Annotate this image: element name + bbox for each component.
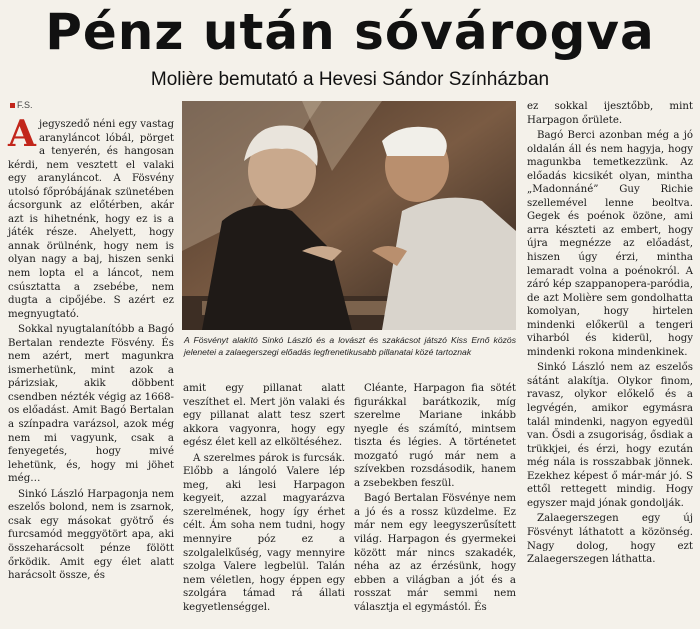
column-3 — [354, 382, 516, 616]
byline-text: F.S. — [17, 100, 33, 110]
photo-caption: A Fösvényt alakító Sinkó László és a lovászt és szakácsot játszó Kiss Ernő közös jelenetei a zalaegerszegi előadás legfrenetikusabb pillanatai közé tartoznak — [184, 335, 516, 357]
col4-paragraph-3: Sinkó László nem az eszelős sátánt alakítja. Olykor finom, ravasz, olykor előkelő és a legvégén, amikor egymásra talál mindenki, nagyon egyedül van. Ősdi a zsugoriság, ősdiak a trükkjei, és érzi, hogy ezután még nála is rosszabbak jönnek. Ezekhez képest ő már-már jó. S ettől rettegett mindig. Hogy egyszer majd jónak gondolják. — [527, 362, 693, 509]
col1-p1-text: jegyszedő néni egy vastag aranyláncot lóbál, pörget a tenyerén, és hangosan kérdi, nem vesztett el valaki egy aranyláncot. A Fösvény utolsó főpróbájának szünetében ácsorgunk az előtérben, akár azt is hihetnénk, hogy ez is a játék része. Ahelyett, hogy annak örülnénk, hogy nem is olyan nagy a baj, hiszen senki nem lopta el a láncot, nem csúsztatta a zsebébe, nem dugta a cipőjébe. S azért ez megnyugtató. — [8, 119, 174, 320]
col3-paragraph-1: Cléante, Harpagon fia sötét figurákkal barátkozik, míg szerelme Mariane inkább nyegle és számító, mintsem tiszta és légies. A történetet mozgató rugó már nem a szívekben rozsdásodik, hanem a zsebekben feszül. — [354, 383, 516, 489]
col1-paragraph-1 — [8, 113, 174, 321]
column-2 — [183, 382, 345, 616]
col3-paragraph-2: Bagó Bertalan Fösvénye nem a jó és a rossz küzdelme. Ez már nem egy leegyszerűsített világ. Harpagon és gyermekei között már nincs szakadék, néha az az érzésünk, hogy ebben a világban a jót és a rosszat már semmi nem választja el egymástól. És — [354, 493, 516, 613]
byline-marker — [10, 103, 15, 108]
col2-paragraph-1: amit egy pillanat alatt veszíthet el. Mert jön valaki és egy pillanat alatt tesz szert akkora vagyonra, hogy egy egész élet kell az elköltéséhez. — [183, 383, 345, 449]
photo-illustration — [182, 101, 516, 330]
col1-paragraph-3: Sinkó László Harpagonja nem eszelős bolond, nem is zsarnok, csak egy másokat gyötrő és furcsamód meggyötört apa, aki összeharácsolt pénze fölött őrködik. Amit egy élet alatt harácsolt össze, és — [8, 488, 174, 582]
column-1 — [8, 113, 174, 585]
col4-paragraph-1: ez sokkal ijesztőbb, mint Harpagon őrülete. — [527, 101, 693, 126]
column-4 — [527, 100, 693, 569]
byline — [10, 100, 33, 110]
article-photo — [182, 101, 516, 330]
col2-paragraph-2: A szerelmes párok is furcsák. Előbb a lángoló Valere lép meg, aki lesi Harpagon kegyeit, azzal magyarázva szerelmének, hogy így érhet célt. Ám soha nem tudni, hogy mennyire póz ez a szolgalelkűség, vagy mennyire szolga Valere legbelül. Talán nem véletlen, hogy éppen egy szolgára támad rá állati kegyetlenséggel. — [183, 452, 345, 613]
col4-paragraph-4: Zalaegerszegen egy új Fösvényt láthatott a közönség. Nagy dolog, hogy ezt Zalaegerszegen láthatta. — [527, 513, 693, 566]
subtitle: Molière bemutató a Hevesi Sándor Színházban — [150, 69, 550, 90]
col4-paragraph-2: Bagó Berci azonban még a jó oldalán áll és nem hagyja, hogy magunkba temetkezzünk. Az előadás kicsikét olyan, mintha „Madonnáné” Guy Richie szellemével lenne beoltva. Gegek és poénok özöne, ami arra készteti az embert, hogy újra megnézze az előadást, hiszen úgy érzi, mintha lemaradt volna a poénokról. A záró kép szappanopera-paródia, de azt Molière sem gondolhatta komolyan, hogy hirtelen mindenki előkerül a tengeri viharból és kiderül, hogy mindenki rokona mindenkinek. — [527, 130, 693, 358]
col1-paragraph-2: Sokkal nyugtalanítóbb a Bagó Bertalan rendezte Fösvény. És nem azért, mert magunkra ismerhetünk, mint azok a párizsiak, akik döbbent csendben nézték végig az 1668-os előadást. Amit Bagó Bertalan a színpadra varázsol, azok még nem mi vagyunk, csak a fenyegetés, hogy mivé lehetünk, és, hogy mi jöhet még… — [8, 324, 174, 485]
drop-cap: A — [8, 113, 36, 155]
headline: Pénz után sóvárogva — [45, 3, 655, 61]
